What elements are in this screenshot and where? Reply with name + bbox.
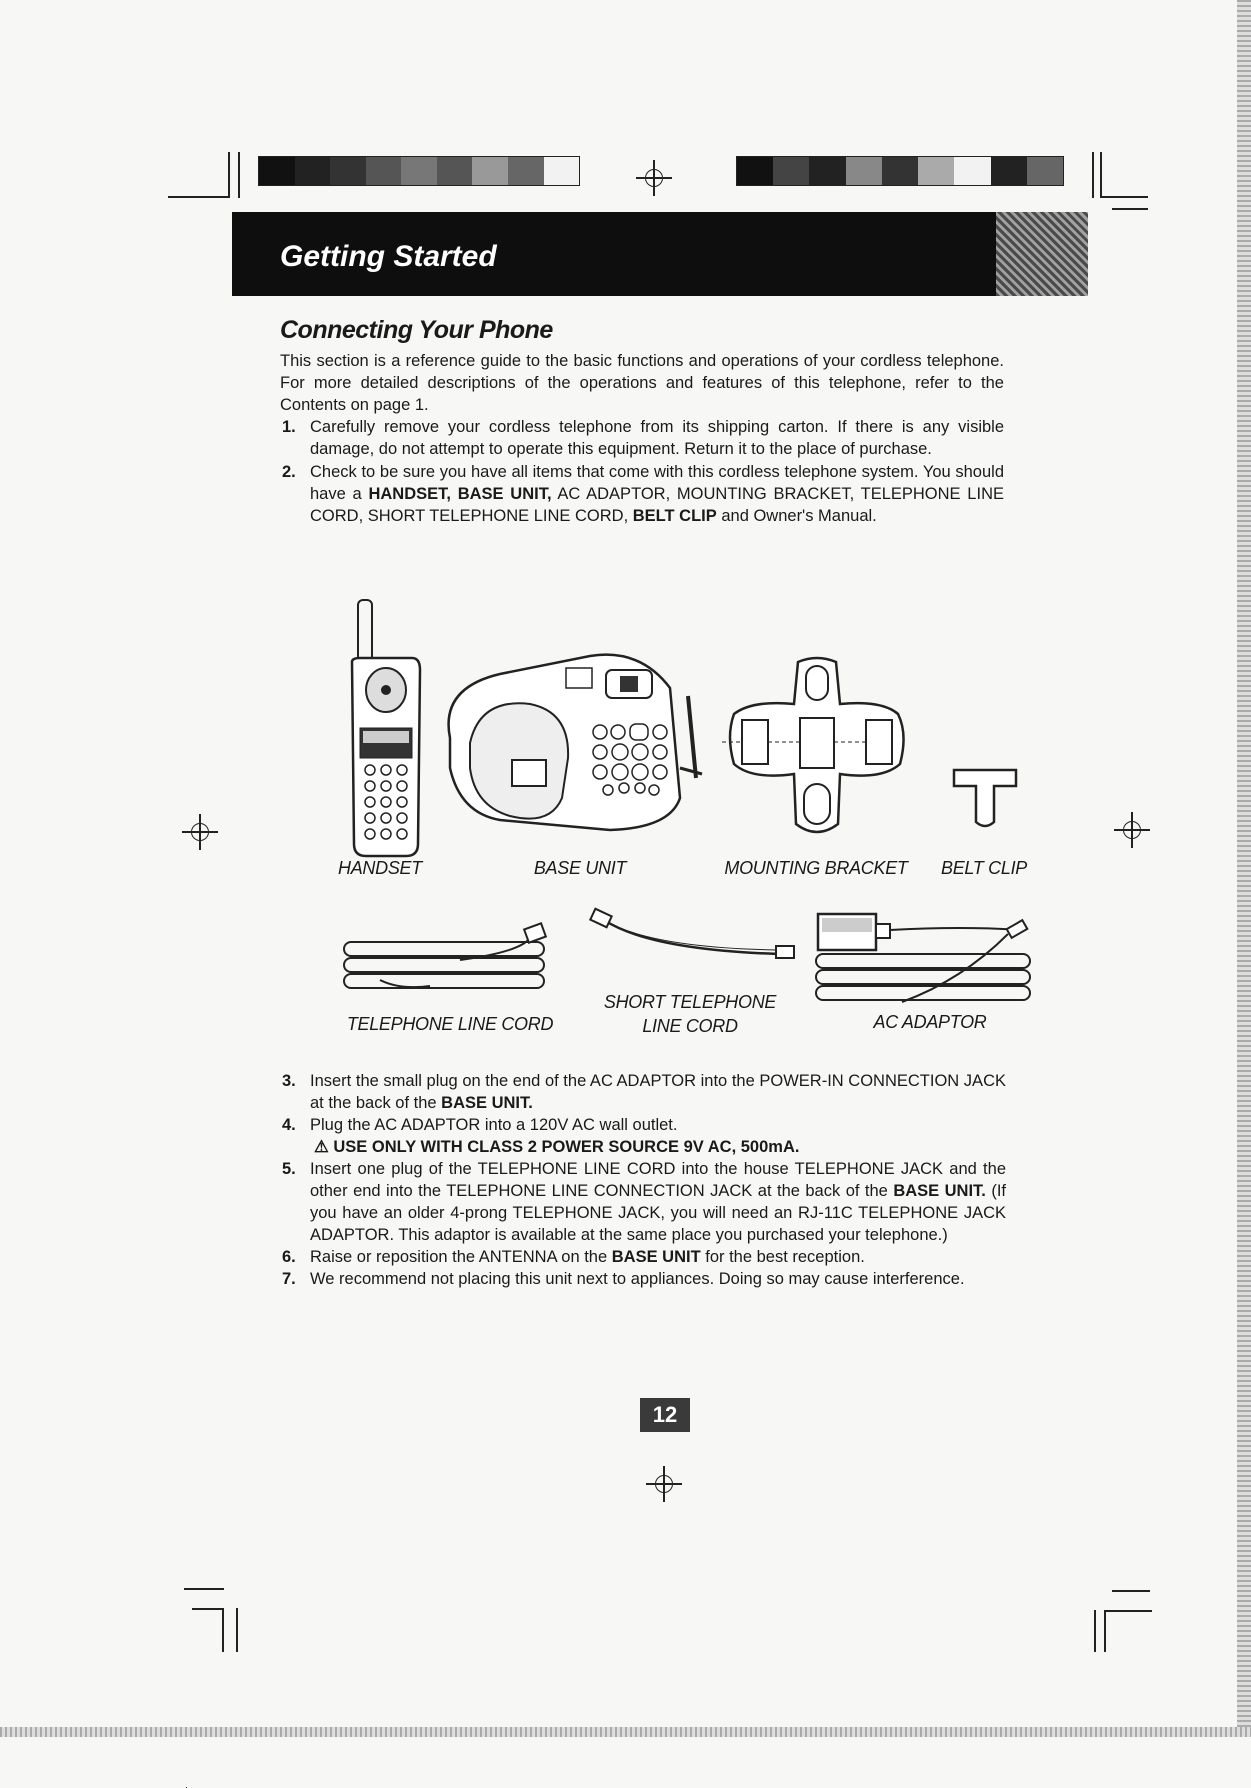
- step-text: Insert one plug of the TELEPHONE LINE CORD into the house TELEPHONE JACK and the other end into the TELEPHONE LINE CONNECTION JACK at the back of the: [310, 1160, 1006, 1200]
- step-bold-text: BASE UNIT.: [893, 1182, 986, 1200]
- crosshair-icon: [646, 1466, 682, 1502]
- base-unit-illustration: [440, 648, 710, 838]
- telephone-line-cord-illustration: [340, 920, 560, 1000]
- page-title: Getting Started: [280, 240, 497, 273]
- steps-list-top: [280, 416, 1004, 527]
- list-item: [280, 1158, 1006, 1246]
- crosshair-icon: [1114, 812, 1150, 848]
- step-text: and Owner's Manual.: [716, 507, 877, 525]
- mounting-bracket-illustration: [722, 654, 912, 844]
- scan-edge-right: [1237, 0, 1251, 1737]
- caption-ac-adaptor: AC ADAPTOR: [873, 1012, 987, 1032]
- header-bar: [232, 212, 1088, 296]
- handset-illustration: [346, 600, 426, 860]
- list-item: [280, 461, 1004, 527]
- caption-base-unit: BASE UNIT: [533, 858, 627, 878]
- section-title: Connecting Your Phone: [280, 316, 553, 344]
- caption-short-line-cord-line2: LINE CORD: [642, 1016, 738, 1036]
- step-text: AC ADAPTOR, MOUNTING BRACKET, TELEPHONE LINE CORD, SHORT TELEPHONE LINE CORD,: [310, 485, 1004, 525]
- header-texture: [996, 212, 1088, 296]
- warning-note: [310, 1136, 1006, 1158]
- list-item: [280, 1114, 1006, 1158]
- step-text: Plug the AC ADAPTOR into a 120V AC wall outlet.: [310, 1116, 678, 1134]
- warning-triangle-icon: ⚠: [314, 1138, 329, 1156]
- crosshair-icon: [636, 160, 672, 196]
- step-text: Raise or reposition the ANTENNA on the: [310, 1248, 612, 1266]
- caption-line-cord: TELEPHONE LINE CORD: [346, 1014, 554, 1034]
- list-item: [280, 1268, 1006, 1290]
- step-text: Check to be sure you have all items that come with this cordless telephone system. You should have a: [310, 463, 1004, 503]
- step-number: 2.: [282, 463, 296, 481]
- step-number: 4.: [282, 1116, 296, 1134]
- step-bold-text: BASE UNIT: [611, 1248, 701, 1266]
- caption-handset: HANDSET: [338, 858, 422, 878]
- step-number: 6.: [282, 1248, 296, 1266]
- color-calibration-strip-right: [736, 156, 1064, 186]
- scan-edge-bottom: [0, 1727, 1251, 1737]
- step-number: 7.: [282, 1270, 296, 1288]
- step-number: 3.: [282, 1072, 296, 1090]
- step-number: 5.: [282, 1160, 296, 1178]
- step-bold-text: BASE UNIT.: [441, 1094, 533, 1112]
- ac-adaptor-illustration: [812, 910, 1042, 1010]
- step-bold-text: BELT CLIP: [632, 507, 717, 525]
- list-item: [280, 416, 1004, 460]
- color-calibration-strip-left: [258, 156, 580, 186]
- step-text: (If you have an older 4-prong TELEPHONE JACK, you will need an RJ-11C TELEPHONE JACK ADAPTOR. This adaptor is available at the same place you purchased your telephone.): [310, 1182, 1006, 1244]
- caption-belt-clip: BELT CLIP: [941, 858, 1027, 878]
- belt-clip-illustration: [950, 764, 1020, 834]
- crosshair-icon: [182, 814, 218, 850]
- step-bold-text: HANDSET, BASE UNIT,: [368, 485, 552, 503]
- caption-short-line-cord: [590, 990, 790, 1038]
- intro-paragraph: This section is a reference guide to the basic functions and operations of your cordless telephone. For more detailed descriptions of the operations and features of this telephone, refer to the Contents on page 1.: [280, 352, 1004, 414]
- caption-short-line-cord-line1: SHORT TELEPHONE: [603, 992, 777, 1012]
- list-item: [280, 1246, 1006, 1268]
- step-text: Insert the small plug on the end of the AC ADAPTOR into the POWER-IN CONNECTION JACK at the back of the: [310, 1072, 1006, 1112]
- steps-list-bottom: [280, 1070, 1006, 1290]
- caption-mounting-bracket: MOUNTING BRACKET: [724, 858, 908, 878]
- warning-text: USE ONLY WITH CLASS 2 POWER SOURCE 9V AC, 500mA.: [333, 1138, 800, 1156]
- step-text: for the best reception.: [700, 1248, 865, 1266]
- short-line-cord-illustration: [590, 910, 800, 970]
- step-number: 1.: [282, 418, 296, 436]
- step-text: Carefully remove your cordless telephone from its shipping carton. If there is any visible damage, do not attempt to operate this equipment. Return it to the place of purchase.: [310, 418, 1004, 458]
- list-item: [280, 1070, 1006, 1114]
- page-number: 12: [640, 1398, 690, 1432]
- step-text: We recommend not placing this unit next to appliances. Doing so may cause interference.: [310, 1270, 965, 1288]
